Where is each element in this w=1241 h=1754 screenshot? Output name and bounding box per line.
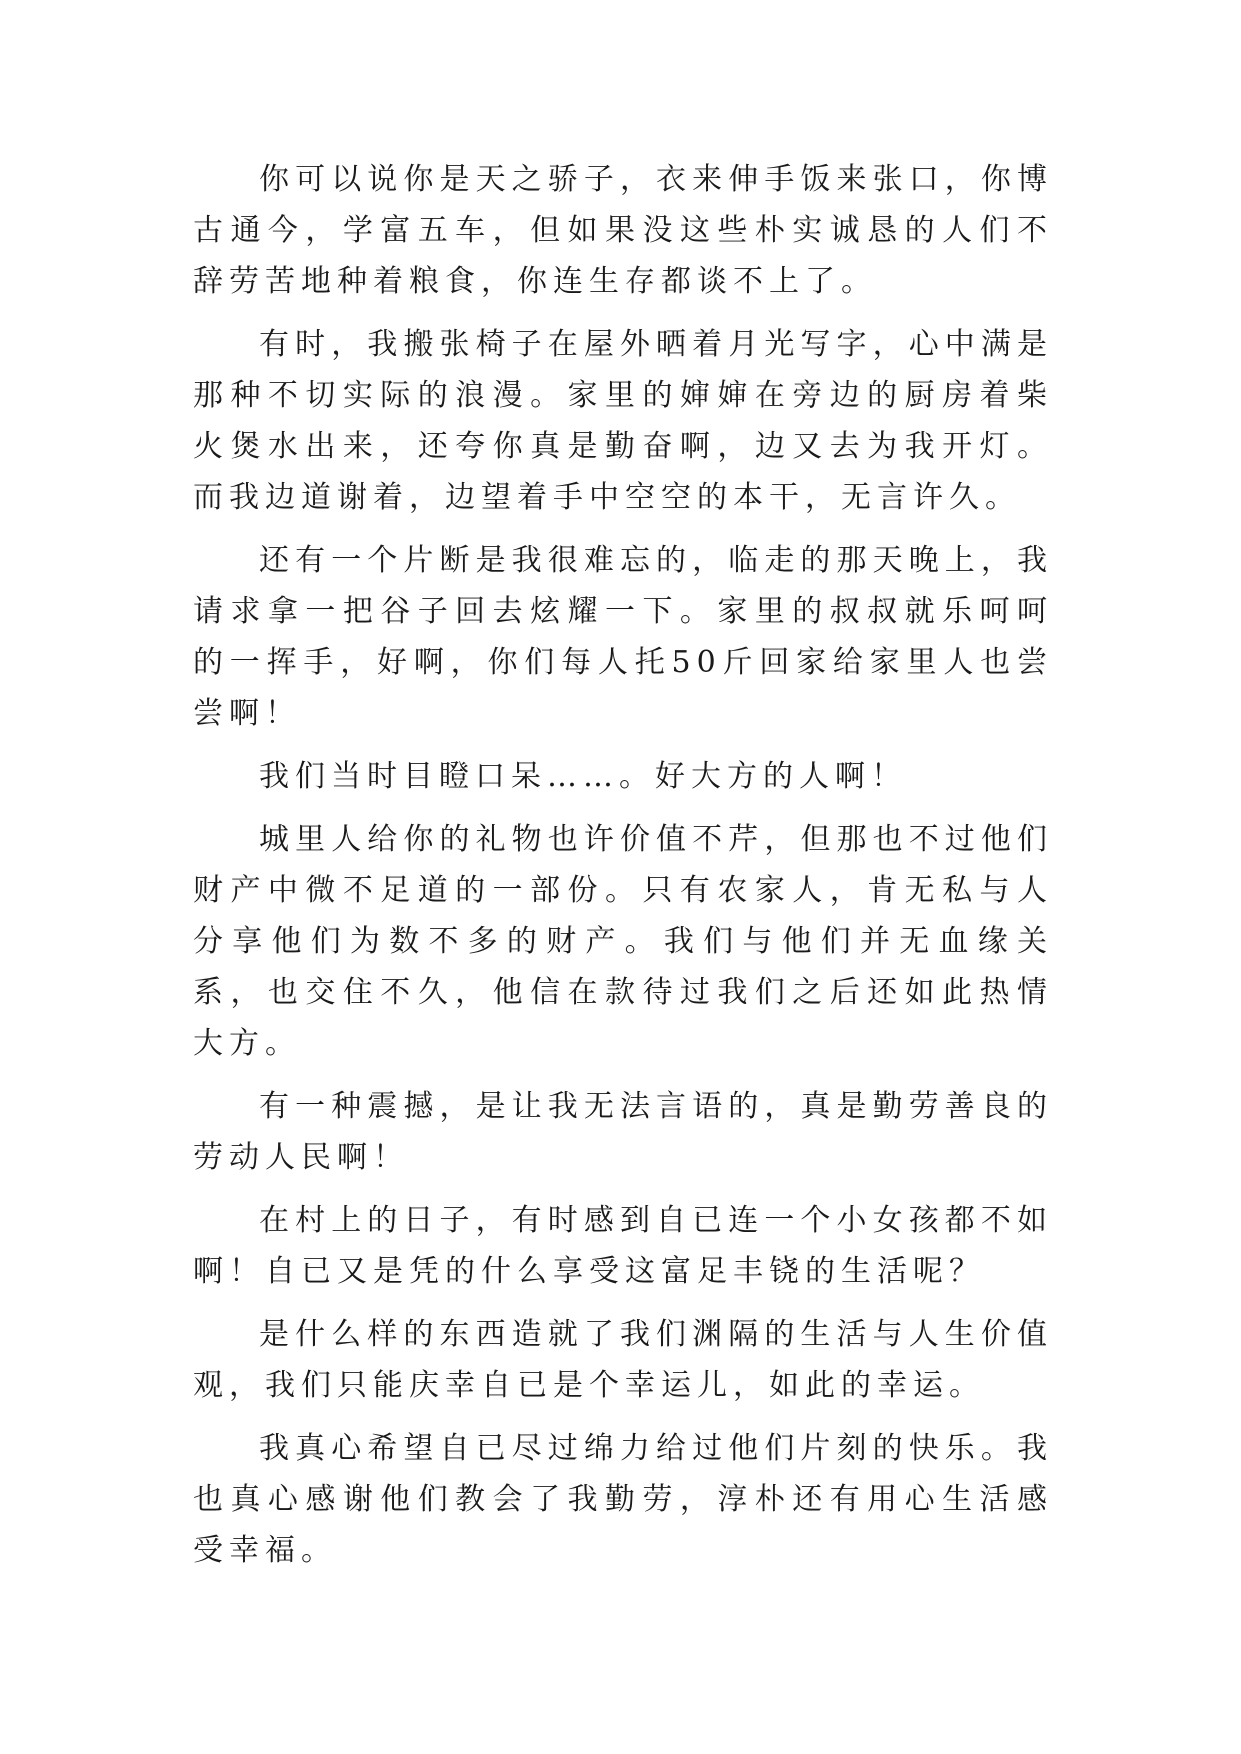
paragraph: 有时，我搬张椅子在屋外晒着月光写字，心中满是那种不切实际的浪漫。家里的婶婶在旁边的厨房着柴火煲水出来，还夸你真是勤奋啊，边又去为我开灯。而我边道谢着，边望着手中空空的本干，无言许久。 bbox=[193, 327, 1053, 515]
paragraph: 还有一个片断是我很难忘的，临走的那天晚上，我请求拿一把谷子回去炫耀一下。家里的叔叔就乐呵呵的一挥手，好啊，你们每人托50斤回家给家里人也尝尝啊！ bbox=[193, 543, 1053, 731]
paragraph: 我真心希望自已尽过绵力给过他们片刻的快乐。我也真心感谢他们教会了我勤劳，淳朴还有用心生活感受幸福。 bbox=[193, 1431, 1053, 1568]
paragraph: 我们当时目瞪口呆……。好大方的人啊！ bbox=[259, 759, 907, 794]
paragraph: 在村上的日子，有时感到自已连一个小女孩都不如啊！自已又是凭的什么享受这富足丰铙的生活呢？ bbox=[193, 1203, 1053, 1289]
paragraph: 有一种震撼，是让我无法言语的，真是勤劳善良的劳动人民啊！ bbox=[193, 1089, 1053, 1175]
paragraph: 你可以说你是天之骄子，衣来伸手饭来张口，你博古通今，学富五车，但如果没这些朴实诚恳的人们不辞劳苦地种着粮食，你连生存都谈不上了。 bbox=[193, 162, 1053, 299]
paragraph: 是什么样的东西造就了我们渊隔的生活与人生价值观，我们只能庆幸自已是个幸运儿，如此的幸运。 bbox=[193, 1317, 1053, 1403]
document-body bbox=[193, 154, 1053, 1576]
paragraph: 城里人给你的礼物也许价值不芹，但那也不过他们财产中微不足道的一部份。只有农家人，肯无私与人分享他们为数不多的财产。我们与他们并无血缘关系，也交住不久，他信在款待过我们之后还如此热情大方。 bbox=[193, 822, 1053, 1061]
